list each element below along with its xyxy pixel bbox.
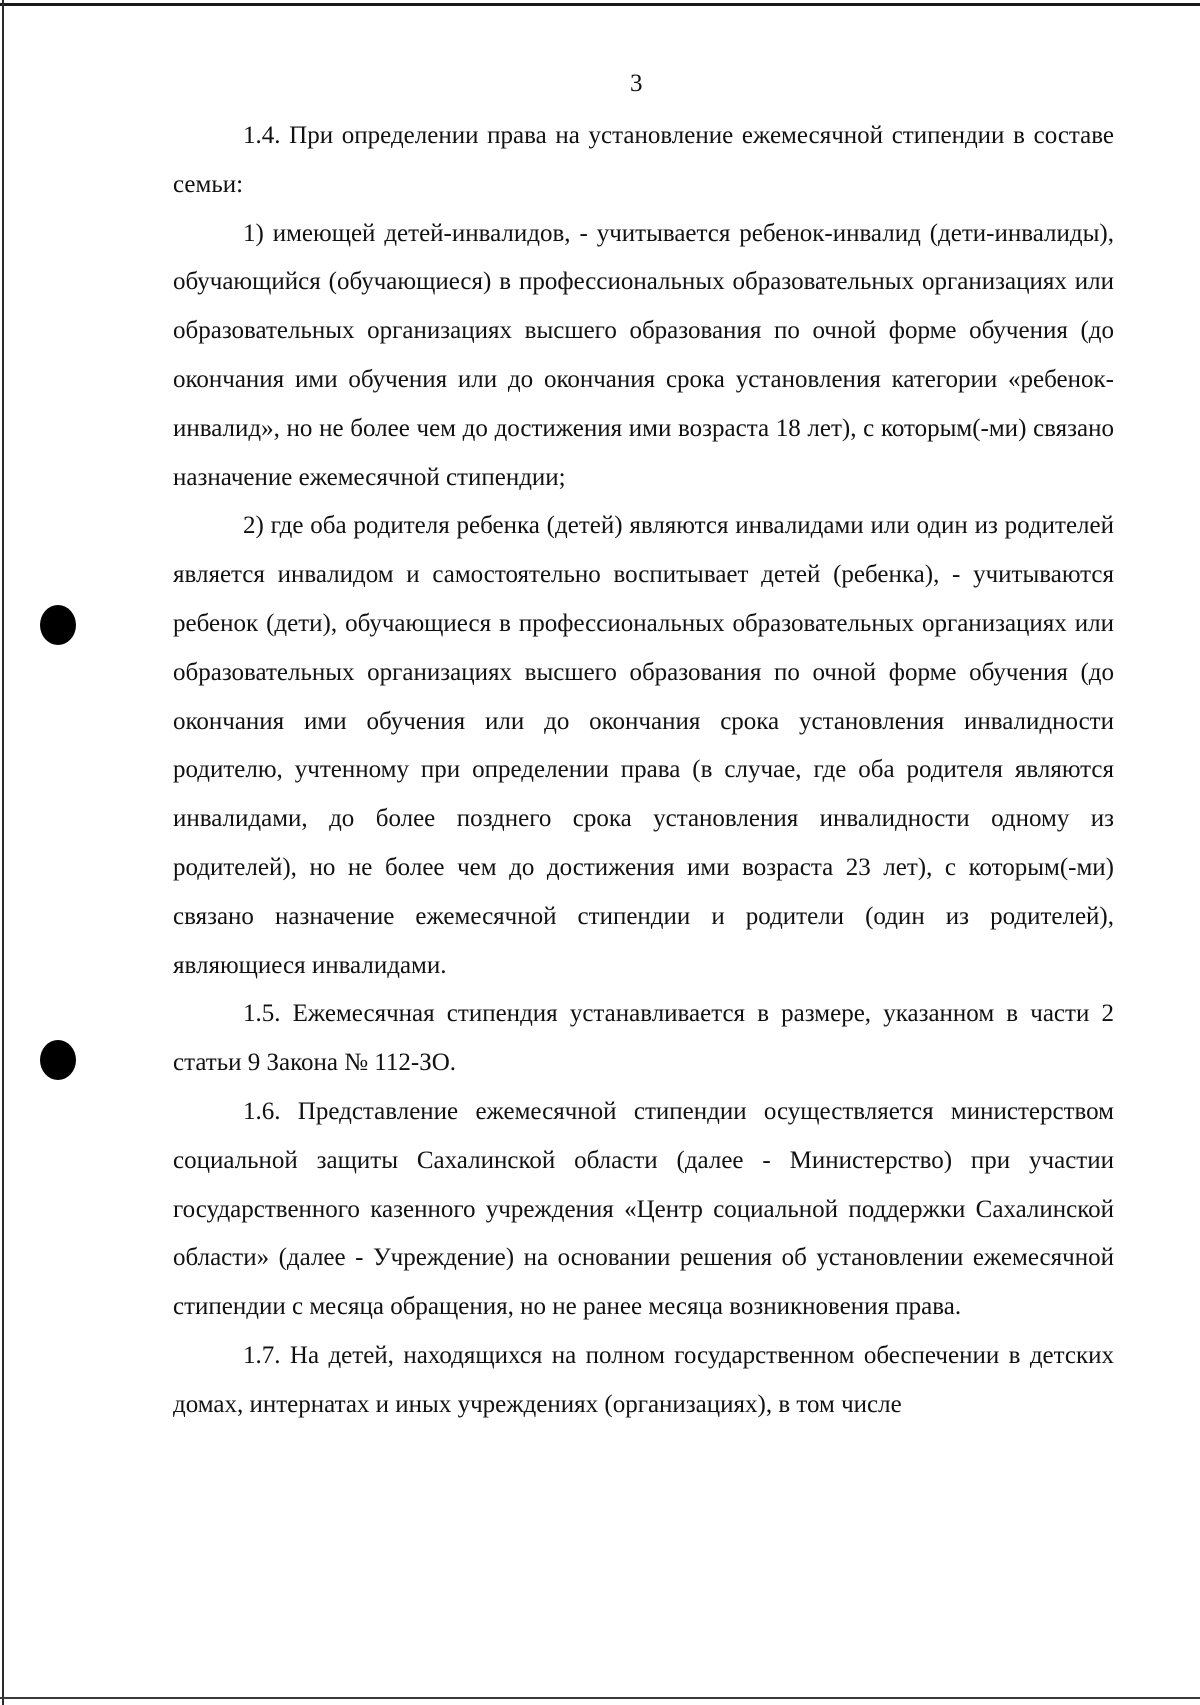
- document-body: [173, 112, 1114, 1430]
- punch-hole: [40, 1040, 76, 1080]
- paragraph-1-4: 1.4. При определении права на установление ежемесячной стипендии в составе семьи:: [173, 122, 1114, 198]
- scan-border-left: [2, 0, 4, 1705]
- paragraph-1-4-item-2: 2) где оба родителя ребенка (детей) являются инвалидами или один из родителей является инвалидом и самостоятельно воспитывает детей (ребенка), - учитываются ребенок (дети), обучающиеся в профессиональных образовательных организациях или образовательных организациях высшего образования по очной форме обучения (до окончания ими обучения или до окончания срока установления инвалидности родителю, учтенному при определении права (в случае, где оба родителя являются инвалидами, до более позднего срока установления инвалидности одному из родителей), но не более чем до достижения ими возраста 23 лет), с которым(-ми) связано назначение ежемесячной стипендии и родители (один из родителей), являющиеся инвалидами.: [173, 512, 1114, 979]
- punch-hole: [40, 605, 76, 645]
- paragraph-1-4-item-1: 1) имеющей детей-инвалидов, - учитывается ребенок-инвалид (дети-инвалиды), обучающийся (обучающиеся) в профессиональных образовательных организациях или образовательных организациях высшего образования по очной форме обучения (до окончания ими обучения или до окончания срока установления категории «ребенок-инвалид», но не более чем до достижения ими возраста 18 лет), с которым(-ми) связано назначение ежемесячной стипендии;: [173, 219, 1114, 491]
- page-number: 3: [630, 70, 643, 97]
- paragraph-1-6: 1.6. Представление ежемесячной стипендии осуществляется министерством социальной защиты Сахалинской области (далее - Министерство) при участии государственного казенного учреждения «Центр социальной поддержки Сахалинской области» (далее - Учреждение) на основании решения об установлении ежемесячной стипендии с месяца обращения, но не ранее месяца возникновения права.: [173, 1097, 1114, 1321]
- paragraph-1-5: 1.5. Ежемесячная стипендия устанавливается в размере, указанном в части 2 статьи 9 Закона № 112-ЗО.: [173, 1000, 1114, 1077]
- paragraph-1-7: 1.7. На детей, находящихся на полном государственном обеспечении в детских домах, интернатах и иных учреждениях (организациях), в том числе: [173, 1341, 1114, 1418]
- scan-border-top: [0, 3, 1200, 6]
- scan-border-bottom: [0, 1697, 1200, 1699]
